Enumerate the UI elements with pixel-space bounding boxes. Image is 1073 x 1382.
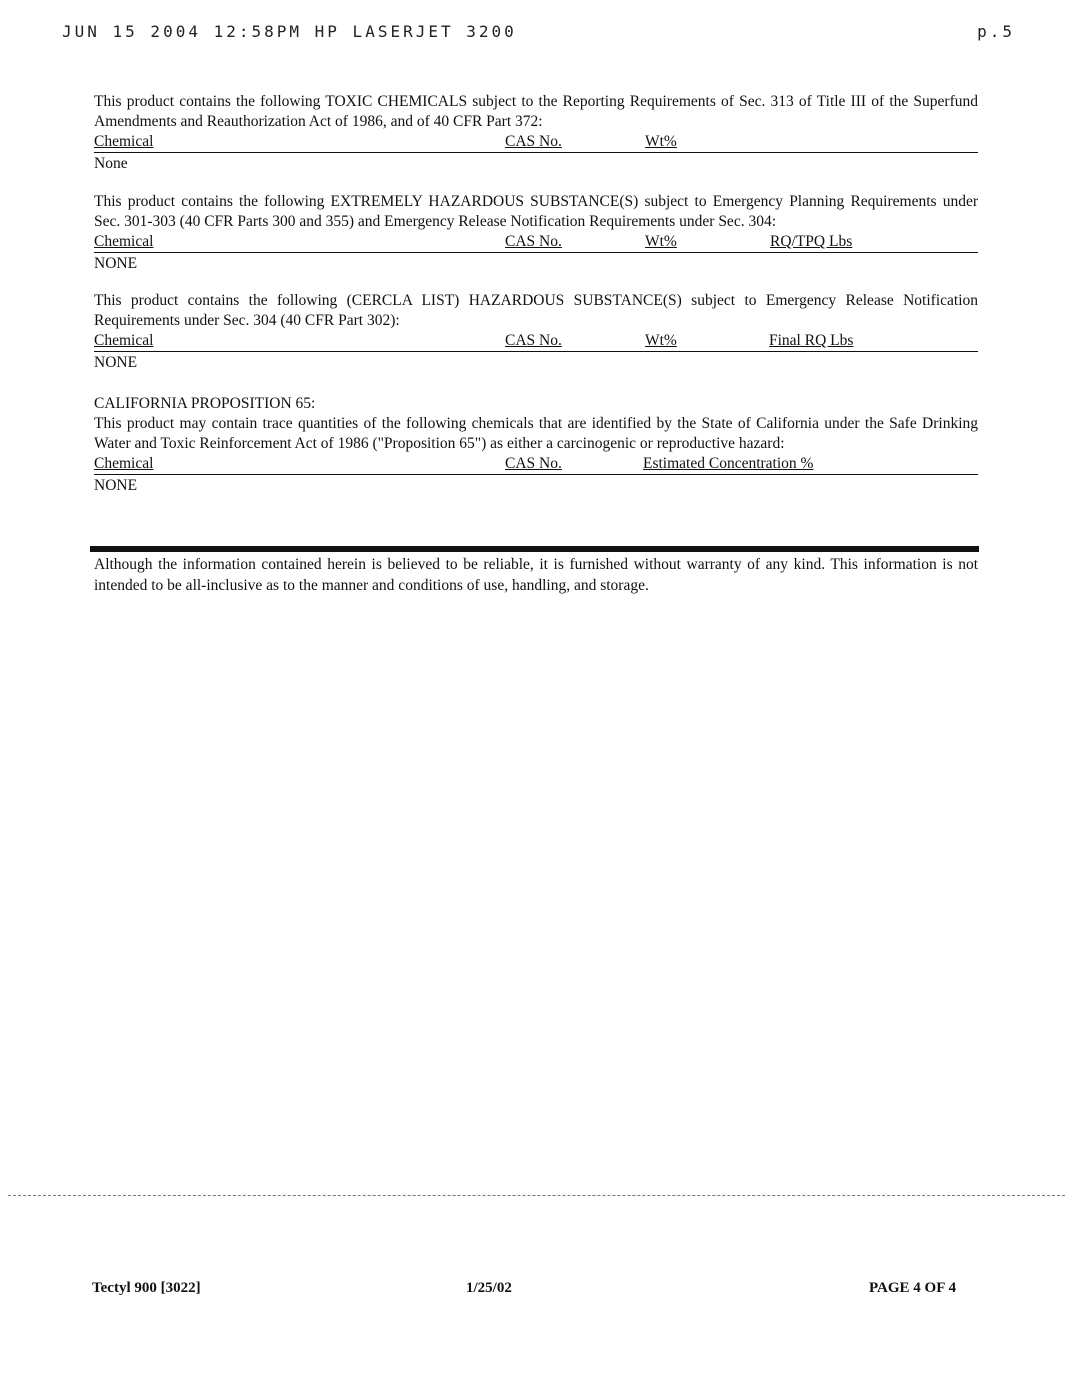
column-cas-no: CAS No. bbox=[505, 133, 562, 150]
footer-date: 1/25/02 bbox=[466, 1280, 512, 1296]
footer-product: Tectyl 900 [3022] bbox=[92, 1280, 201, 1296]
section-text: This product may contain trace quantities of the following chemicals that are identified by the State of California under the Safe Drinking Water and Toxic Reinforcement Act of 1986 ("Proposition 65") as either a carcinogenic or reproductive hazard: bbox=[94, 415, 978, 452]
footer-page-count: PAGE 4 OF 4 bbox=[869, 1280, 957, 1296]
table-header bbox=[94, 454, 978, 475]
section-value: NONE bbox=[94, 255, 138, 272]
section-toxic-chemicals bbox=[94, 92, 978, 174]
section-california-prop-65 bbox=[94, 394, 978, 496]
disclaimer-divider bbox=[90, 546, 979, 552]
column-rq-tpq: RQ/TPQ Lbs bbox=[770, 233, 853, 250]
section-value: NONE bbox=[94, 477, 138, 494]
section-text: This product contains the following EXTREMELY HAZARDOUS SUBSTANCE(S) subject to Emergency Planning Requirements under Sec. 301-303 (40 CFR Parts 300 and 355) and Emergency Release Notification Requirements under Sec. 304: bbox=[94, 193, 978, 230]
column-cas-no: CAS No. bbox=[505, 332, 562, 349]
section-cercla-list bbox=[94, 291, 978, 373]
section-heading: CALIFORNIA PROPOSITION 65: bbox=[94, 395, 316, 412]
column-wt-percent: Wt% bbox=[645, 332, 677, 349]
column-cas-no: CAS No. bbox=[505, 455, 562, 472]
page-divider bbox=[8, 1195, 1065, 1196]
column-estimated-concentration: Estimated Concentration % bbox=[643, 455, 814, 472]
table-header bbox=[94, 331, 978, 352]
column-chemical: Chemical bbox=[94, 233, 154, 250]
section-value: None bbox=[94, 155, 128, 172]
disclaimer-text: Although the information contained herein is believed to be reliable, it is furnished without warranty of any kind. This information is not intended to be all-inclusive as to the manner and conditions of use, handling, and storage. bbox=[94, 556, 978, 594]
section-text: This product contains the following (CERCLA LIST) HAZARDOUS SUBSTANCE(S) subject to Emergency Release Notification Requirements under Sec. 304 (40 CFR Part 302): bbox=[94, 292, 978, 329]
fax-page-number: p.5 bbox=[977, 22, 1015, 41]
table-header bbox=[94, 232, 978, 253]
column-chemical: Chemical bbox=[94, 332, 154, 349]
section-extremely-hazardous bbox=[94, 192, 978, 274]
section-text: This product contains the following TOXIC CHEMICALS subject to the Reporting Requirements of Sec. 313 of Title III of the Superfund Amendments and Reauthorization Act of 1986, and of 40 CFR Part 372: bbox=[94, 93, 978, 130]
column-chemical: Chemical bbox=[94, 133, 154, 150]
fax-header bbox=[62, 22, 1015, 44]
column-wt-percent: Wt% bbox=[645, 233, 677, 250]
column-wt-percent: Wt% bbox=[645, 133, 677, 150]
section-value: NONE bbox=[94, 354, 138, 371]
column-chemical: Chemical bbox=[94, 455, 154, 472]
table-header bbox=[94, 132, 978, 153]
fax-header-info: JUN 15 2004 12:58PM HP LASERJET 3200 bbox=[62, 22, 517, 41]
column-final-rq: Final RQ Lbs bbox=[769, 332, 854, 349]
column-cas-no: CAS No. bbox=[505, 233, 562, 250]
